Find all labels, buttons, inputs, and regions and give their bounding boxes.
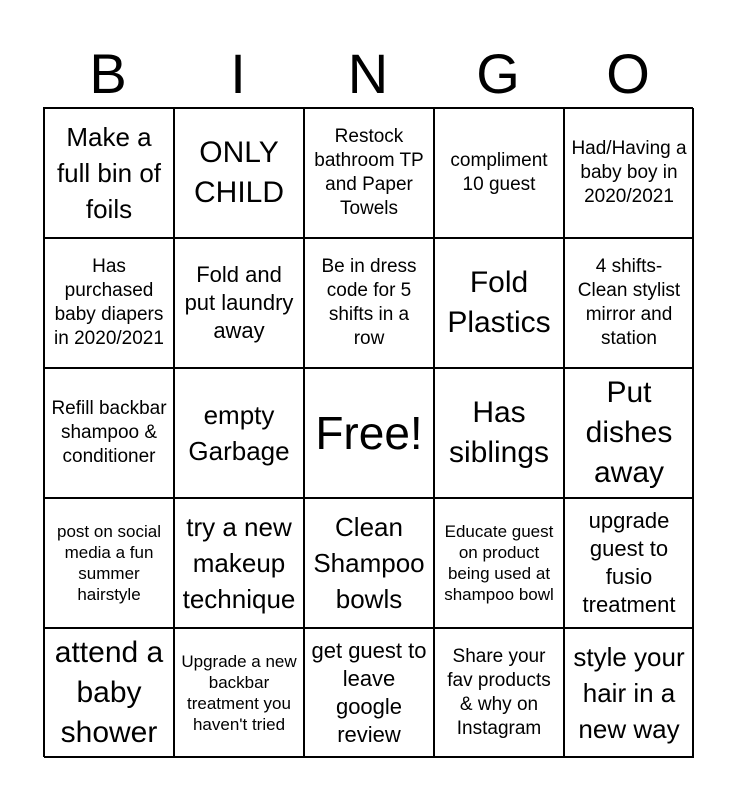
cell-text: upgrade guest to fusio treatment	[582, 508, 676, 617]
cell-text: Put dishes away	[585, 376, 673, 489]
bingo-cell[interactable]	[174, 498, 304, 628]
bingo-cell[interactable]	[44, 238, 174, 368]
header-letter-o: O	[606, 42, 650, 105]
cell-text: get guest to leave google review	[311, 638, 427, 747]
bingo-cell[interactable]	[564, 368, 694, 498]
cell-text: Upgrade a new backbar treatment you haven't tried	[181, 652, 297, 734]
bingo-cell[interactable]	[304, 108, 434, 238]
bingo-cell[interactable]	[434, 368, 564, 498]
bingo-cell[interactable]	[564, 498, 694, 628]
bingo-cell[interactable]	[434, 238, 564, 368]
header-letter-b: B	[89, 42, 127, 105]
cell-text: Fold Plastics	[447, 266, 551, 339]
cell-text: style your hair in a new way	[573, 642, 685, 744]
header-letter-g: G	[476, 42, 520, 105]
bingo-cell[interactable]	[174, 628, 304, 758]
bingo-header	[43, 40, 693, 108]
free-cell[interactable]	[304, 368, 434, 498]
cell-text: attend a baby shower	[54, 636, 164, 749]
bingo-board	[43, 107, 693, 757]
cell-text: try a new makeup technique	[182, 512, 296, 614]
bingo-cell[interactable]	[304, 498, 434, 628]
cell-text: Restock bathroom TP and Paper Towels	[314, 126, 424, 219]
cell-text: compliment 10 guest	[450, 150, 548, 195]
cell-text: Has siblings	[448, 396, 550, 469]
header-letter-i: I	[230, 42, 246, 105]
cell-text: ONLY CHILD	[193, 136, 284, 209]
header-letter-n: N	[347, 42, 389, 105]
cell-text: Refill backbar shampoo & conditioner	[51, 398, 167, 467]
bingo-cell[interactable]	[174, 238, 304, 368]
bingo-cell[interactable]	[44, 108, 174, 238]
cell-text: Make a full bin of foils	[56, 122, 162, 224]
bingo-cell[interactable]	[304, 238, 434, 368]
bingo-cell[interactable]	[564, 108, 694, 238]
bingo-cell[interactable]	[44, 498, 174, 628]
cell-text: Had/Having a baby boy in 2020/2021	[571, 138, 687, 207]
cell-text: Free!	[315, 407, 423, 459]
cell-text: 4 shifts- Clean stylist mirror and station	[577, 256, 681, 349]
bingo-cell[interactable]	[174, 368, 304, 498]
bingo-cell[interactable]	[44, 368, 174, 498]
cell-text: Be in dress code for 5 shifts in a row	[321, 256, 417, 349]
bingo-cell[interactable]	[44, 628, 174, 758]
bingo-cell[interactable]	[434, 108, 564, 238]
cell-text: Share your fav products & why on Instagram	[447, 646, 551, 739]
cell-text: Educate guest on product being used at shampoo bowl	[444, 522, 554, 604]
cell-text: Clean Shampoo bowls	[313, 512, 425, 614]
bingo-cell[interactable]	[564, 238, 694, 368]
bingo-cell[interactable]	[564, 628, 694, 758]
cell-text: Has purchased baby diapers in 2020/2021	[54, 256, 164, 349]
bingo-cell[interactable]	[434, 498, 564, 628]
cell-text: post on social media a fun summer hairstyle	[57, 522, 161, 604]
bingo-cell[interactable]	[434, 628, 564, 758]
bingo-cell[interactable]	[174, 108, 304, 238]
cell-text: Fold and put laundry away	[184, 262, 294, 343]
cell-text: empty Garbage	[188, 400, 290, 466]
bingo-cell[interactable]	[304, 628, 434, 758]
